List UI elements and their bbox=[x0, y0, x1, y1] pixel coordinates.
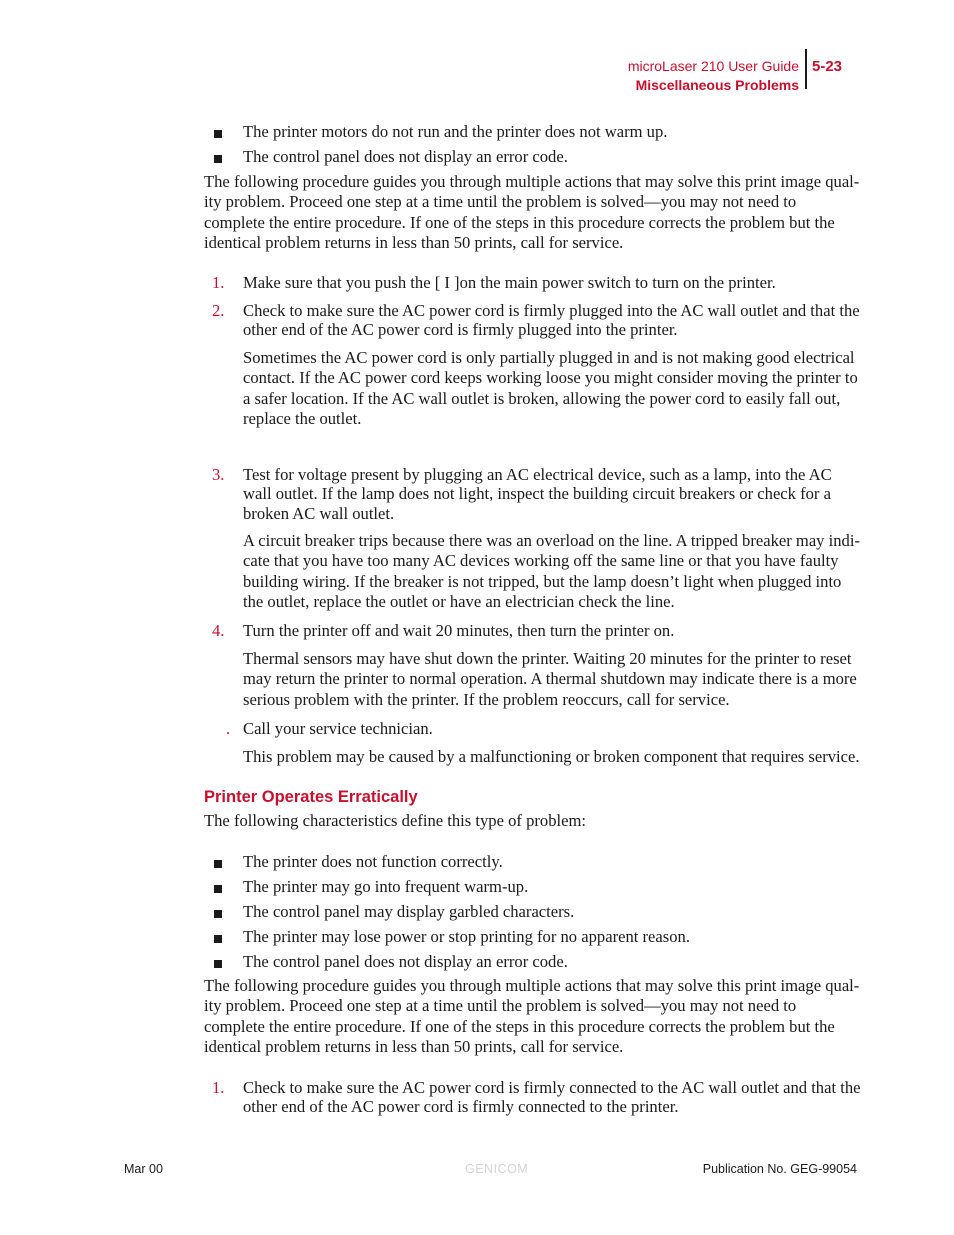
bullet-icon bbox=[212, 904, 224, 916]
footer-date: Mar 00 bbox=[124, 1162, 163, 1176]
section-heading: Printer Operates Erratically bbox=[204, 788, 418, 806]
footer-logo: GENICOM bbox=[465, 1162, 529, 1176]
step-note: Thermal sensors may have shut down the printer. Waiting 20 minutes for the printer to reset may return the printer to normal operation. A thermal shutdown may indicate there is a more serious problem with the printer. If the problem reoccurs, call for service. bbox=[243, 649, 857, 709]
list-item: The printer does not function correctly. bbox=[243, 852, 503, 871]
section-title: Miscellaneous Problems bbox=[635, 77, 799, 93]
page-number: 5-23 bbox=[812, 58, 843, 75]
header-divider bbox=[805, 49, 807, 89]
step-number: 4. bbox=[212, 621, 225, 640]
bullet-icon bbox=[212, 854, 224, 866]
bullet-icon bbox=[212, 929, 224, 941]
list-item: The printer may lose power or stop printing for no apparent reason. bbox=[243, 927, 690, 946]
step-text: Call your service technician. bbox=[243, 719, 433, 738]
header-text bbox=[628, 57, 799, 95]
step-number: 1. bbox=[212, 1078, 225, 1097]
bullet-icon bbox=[212, 879, 224, 891]
list-item: The control panel does not display an error code. bbox=[243, 147, 568, 166]
bullet-icon bbox=[212, 149, 224, 161]
list-item: The printer motors do not run and the printer does not warm up. bbox=[243, 122, 668, 141]
step-note: This problem may be caused by a malfunctioning or broken component that requires service. bbox=[243, 747, 860, 766]
step-number: 3. bbox=[212, 465, 225, 484]
step-number: . bbox=[226, 719, 231, 738]
intro-paragraph: The following procedure guides you through multiple actions that may solve this print image qual-ity problem. Proceed one step at a time until the problem is solved—you may not need to complete the entire procedure. If one of the steps in this procedure corrects the problem but the identical problem returns in less than 50 prints, call for service. bbox=[204, 172, 860, 252]
step-note: A circuit breaker trips because there was an overload on the line. A tripped breaker may indi-cate that you have too many AC devices working off the same line or that you have faulty building wiring. If the breaker is not tripped, but the lamp doesn’t light when plugged into the outlet, replace the outlet or have an electrician check the line. bbox=[243, 531, 860, 611]
step-text: Check to make sure the AC power cord is firmly connected to the AC wall outlet and that the other end of the AC power cord is firmly connected to the printer. bbox=[243, 1078, 861, 1117]
list-item: The printer may go into frequent warm-up. bbox=[243, 877, 529, 896]
footer-publication: Publication No. GEG-99054 bbox=[702, 1162, 857, 1176]
list-item: The control panel may display garbled characters. bbox=[243, 902, 575, 921]
bullet-icon bbox=[212, 954, 224, 966]
step-note: Sometimes the AC power cord is only partially plugged in and is not making good electrical contact. If the AC power cord keeps working loose you might consider moving the printer to a safer location. If the AC wall outlet is broken, allowing the power cord to easily fall out, replace the outlet. bbox=[243, 348, 858, 428]
step-text: Make sure that you push the [ I ]on the main power switch to turn on the printer. bbox=[243, 273, 776, 292]
step-text: Check to make sure the AC power cord is firmly plugged into the AC wall outlet and that the other end of the AC power cord is firmly plugged into the printer. bbox=[243, 301, 860, 340]
step-number: 1. bbox=[212, 273, 225, 292]
bullet-icon bbox=[212, 124, 224, 136]
list-item: The control panel does not display an error code. bbox=[243, 952, 568, 971]
section-intro: The following characteristics define this type of problem: bbox=[204, 811, 586, 830]
step-text: Test for voltage present by plugging an AC electrical device, such as a lamp, into the AC wall outlet. If the lamp does not light, inspect the building circuit breakers or check for a broken AC wall outlet. bbox=[243, 465, 832, 523]
step-text: Turn the printer off and wait 20 minutes, then turn the printer on. bbox=[243, 621, 675, 640]
procedure-paragraph: The following procedure guides you through multiple actions that may solve this print image qual-ity problem. Proceed one step at a time until the problem is solved—you may not need to complete the entire procedure. If one of the steps in this procedure corrects the problem but the identical problem returns in less than 50 prints, call for service. bbox=[204, 976, 860, 1056]
step-number: 2. bbox=[212, 301, 225, 320]
guide-title: microLaser 210 User Guide bbox=[627, 58, 799, 74]
